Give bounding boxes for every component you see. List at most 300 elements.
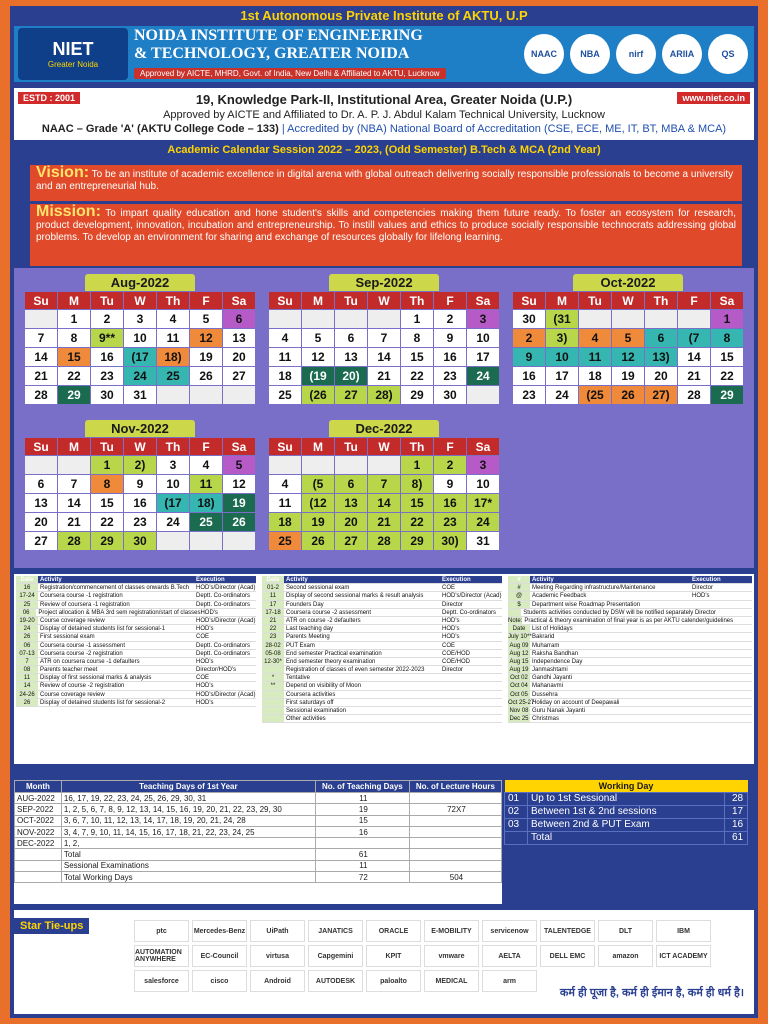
day-cell: 29 [91, 532, 124, 551]
legend-dt: 14 [16, 682, 38, 689]
niet-logo [18, 28, 128, 80]
legend-ac: Parents Meeting [286, 634, 330, 641]
legend-ac: List of Holidays [532, 626, 573, 633]
day-cell: 10 [546, 348, 579, 367]
legend-dt: Aug 15 [509, 658, 529, 665]
month-grid [24, 437, 256, 551]
legend-ex: HOD's/Director (Acad) [196, 585, 256, 592]
month-title: Dec-2022 [329, 420, 439, 437]
working-cell: Total [527, 831, 724, 844]
legend-row [508, 666, 752, 674]
month-title: Oct-2022 [573, 274, 683, 291]
day-cell: 1 [91, 456, 124, 475]
legend-ex [716, 609, 752, 616]
legend-ex [692, 682, 752, 689]
legend-row [16, 674, 256, 682]
naac-badge: NAAC [524, 34, 564, 74]
day-cell: 9 [124, 475, 157, 494]
legend-row [16, 584, 256, 592]
legend-ex: Deptt. Co-ordinators [196, 593, 251, 600]
address-line-3 [14, 122, 754, 136]
legend-dt: 26 [16, 699, 38, 706]
day-cell: 24 [546, 386, 579, 405]
ariia-badge: ARIIA [662, 34, 702, 74]
day-cell: 4 [579, 329, 612, 348]
weekday-header: Su [269, 292, 302, 310]
day-cell: 28 [678, 386, 711, 405]
working-cell: 16 [725, 818, 748, 831]
month-grid [268, 291, 500, 405]
website-link[interactable]: www.niet.co.in [677, 92, 750, 104]
legend-dt: 24-26 [16, 691, 38, 698]
legend-ac: Mahanavmi [532, 683, 564, 690]
weekday-header: F [678, 292, 711, 310]
legend-dt: 08 [16, 666, 38, 673]
day-cell: 25 [269, 386, 302, 405]
working-cell: 03 [505, 818, 528, 831]
day-cell: 5 [223, 456, 256, 475]
partner-logo: servicenow [482, 920, 537, 942]
legend-ex [692, 601, 752, 608]
day-cell: 13 [223, 329, 256, 348]
day-cell: 5 [190, 310, 223, 329]
table-cell [409, 849, 501, 860]
day-cell: 26 [302, 532, 335, 551]
day-cell: 26 [612, 386, 645, 405]
day-cell: 4 [157, 310, 190, 329]
legend-row [16, 691, 256, 699]
day-cell: 29 [58, 386, 91, 405]
day-cell: (5 [302, 475, 335, 494]
month-title: Sep-2022 [329, 274, 439, 291]
day-cell: 15 [711, 348, 744, 367]
weekday-header: Su [25, 292, 58, 310]
day-cell [25, 456, 58, 475]
day-cell: 20 [335, 513, 368, 532]
partner-logo: KPIT [366, 945, 421, 967]
legend-ex: HOD's [200, 609, 218, 616]
day-cell: 27) [645, 386, 678, 405]
day-cell: 10 [124, 329, 157, 348]
legend-ac: Janmashtami [532, 667, 568, 674]
legend-row [508, 699, 752, 707]
day-cell: 21 [368, 513, 401, 532]
day-cell: 2 [91, 310, 124, 329]
table-cell: Sessional Examinations [61, 860, 315, 871]
legend-ac: Coursera activities [286, 691, 336, 698]
legend-ac: First saturdays off [286, 699, 334, 706]
day-cell: 8 [91, 475, 124, 494]
weekday-header: Tu [91, 292, 124, 310]
legend-dt [262, 699, 284, 706]
day-cell: 9** [91, 329, 124, 348]
weekday-header: W [612, 292, 645, 310]
legend-ex [442, 699, 502, 706]
tieups-section [14, 910, 754, 1014]
legend-dt: July 10** [508, 634, 532, 641]
weekday-header: M [58, 292, 91, 310]
day-cell: 3 [467, 310, 500, 329]
day-cell: 23 [434, 367, 467, 386]
day-cell: 3 [157, 456, 190, 475]
legend-dt: Aug 09 [509, 642, 529, 649]
legend-row [16, 658, 256, 666]
day-cell: 8) [401, 475, 434, 494]
tieups-logos [134, 920, 744, 992]
top-strip: 1st Autonomous Private Institute of AKTU, U.P [10, 6, 758, 26]
mission-text: To impart quality education and hone student's skills and competencies making them future ready. To foster an ecosystem for research, product development, innovation, incubation and entrepreneurship. To instill values and ethics to produce socially responsible technocrats addressing global problems. To develop an environment for sharing and exchange of resources globally for lifelong learning. [36, 208, 736, 243]
legend-ex: Execution [196, 577, 225, 583]
partner-logo: Mercedes-Benz [192, 920, 247, 942]
weekday-header: Tu [579, 292, 612, 310]
legend-ac: Activity [286, 577, 308, 583]
day-cell [335, 310, 368, 329]
day-cell [302, 456, 335, 475]
day-cell [58, 456, 91, 475]
legend-ex: HOD's [196, 683, 214, 690]
day-cell: 6 [223, 310, 256, 329]
vision-text: To be an institute of academic excellence in digital arena with global outreach delivering socially responsible professionals to become a university and an entrepreneurial hub. [36, 169, 734, 192]
working-cell: Between 2nd & PUT Exam [527, 818, 724, 831]
motto-quote: कर्म ही पूजा है, कर्म ही ईमान है, कर्म ही धर्म है। [559, 987, 744, 999]
legend-dt: 06 [16, 642, 38, 649]
legend-ac: Second sessional exam [286, 585, 350, 592]
legend-row [262, 576, 502, 584]
month-grid [24, 291, 256, 405]
legend-dt [262, 707, 284, 714]
day-cell: 22 [401, 367, 434, 386]
day-cell: 1 [711, 310, 744, 329]
day-cell: 16 [434, 494, 467, 513]
table-row [15, 872, 502, 883]
table-cell [409, 838, 501, 849]
working-row [505, 831, 748, 844]
table-row [15, 849, 502, 860]
legend-row [262, 699, 502, 707]
legend-ac: End semester Practical examination [286, 650, 382, 657]
day-cell: 29 [401, 386, 434, 405]
legend-row [262, 666, 502, 674]
partner-logo: amazon [598, 945, 653, 967]
legend-ac: Other activities [286, 716, 326, 723]
weekday-header: Sa [467, 292, 500, 310]
legend-dt: Oct 02 [508, 674, 530, 681]
day-cell [368, 310, 401, 329]
partner-logo: salesforce [134, 970, 189, 992]
day-cell: 27 [335, 532, 368, 551]
institute-name-1: NOIDA INSTITUTE OF ENGINEERING [134, 27, 423, 44]
weekday-header: Th [157, 292, 190, 310]
day-cell: 23 [513, 386, 546, 405]
legend-ac: Christmas [532, 716, 560, 723]
working-cell: 28 [725, 792, 748, 805]
day-cell: 5 [612, 329, 645, 348]
weekday-header: Su [269, 438, 302, 456]
legend-row [262, 609, 502, 617]
day-cell [157, 386, 190, 405]
weekday-header: W [368, 292, 401, 310]
legend-ex [692, 666, 752, 673]
legend-ex [692, 633, 752, 640]
table-cell: NOV-2022 [15, 826, 62, 837]
day-cell: 30) [434, 532, 467, 551]
legend-ac: Depend on visibility of Moon [286, 683, 362, 690]
day-cell: (26 [302, 386, 335, 405]
legend-row [16, 699, 256, 707]
legend-ac: Coursera course -2 registration [40, 650, 123, 657]
legend-dt: Dec 25 [509, 716, 529, 723]
legend-row [262, 707, 502, 715]
legend-dt: 28-02 [262, 642, 284, 649]
legend-ac: Parents teacher meet [40, 667, 98, 674]
day-cell: 14 [678, 348, 711, 367]
day-cell: 11 [579, 348, 612, 367]
month-title: Nov-2022 [85, 420, 195, 437]
day-cell: 9 [434, 329, 467, 348]
legend-ac: Project allocation & MBA 3rd sem registration/start of classes [38, 609, 201, 616]
partner-logo: AELTA [482, 945, 537, 967]
day-cell: 24 [467, 367, 500, 386]
legend-ac: Coursera course -1 registration [40, 593, 123, 600]
day-cell [269, 456, 302, 475]
table-cell: OCT-2022 [15, 815, 62, 826]
legend-ex: COE/HOD [442, 650, 471, 657]
partner-logo: MEDICAL [424, 970, 479, 992]
working-row [505, 818, 748, 831]
legend-row [508, 625, 752, 633]
legend-ac: Raksha Bandhan [532, 650, 579, 657]
table-cell: 15 [315, 815, 409, 826]
legend-row [262, 674, 502, 682]
legend-row [508, 650, 752, 658]
day-cell: 12 [612, 348, 645, 367]
day-cell: 24 [124, 367, 157, 386]
legend-row [262, 658, 502, 666]
legend-row [16, 576, 256, 584]
day-cell: 10 [467, 329, 500, 348]
partner-logo: virtusa [250, 945, 305, 967]
weekday-header: F [434, 292, 467, 310]
table-cell: 1, 2, 5, 6, 7, 8, 9, 12, 13, 14, 15, 16, 19, 20, 21, 22, 23, 29, 30 [61, 804, 315, 815]
day-cell: (25 [579, 386, 612, 405]
legend-ex [692, 707, 752, 714]
day-cell: 26 [190, 367, 223, 386]
partner-logo: DLT [598, 920, 653, 942]
legend-ac: Holiday on account of Deepawali [532, 699, 620, 706]
teaching-days-table [14, 780, 502, 904]
legend-ex: Deptt. Co-ordinators [442, 609, 497, 616]
partner-logo: DELL EMC [540, 945, 595, 967]
legend-ac: Activity [532, 577, 554, 583]
legend-dt: 07-13 [16, 650, 38, 657]
legend-ac: Guru Nanak Jayanti [532, 708, 586, 714]
table-cell: 11 [315, 860, 409, 871]
partner-logo: IBM [656, 920, 711, 942]
day-cell [157, 532, 190, 551]
day-cell: 19 [612, 367, 645, 386]
day-cell: 8 [58, 329, 91, 348]
day-cell: 7 [25, 329, 58, 348]
day-cell: 6 [25, 475, 58, 494]
legend-ex [442, 691, 502, 698]
day-cell: 31 [124, 386, 157, 405]
working-cell: 01 [505, 792, 528, 805]
legend-dt: 01-2 [262, 584, 284, 591]
day-cell: 2 [434, 310, 467, 329]
day-cell: 7 [58, 475, 91, 494]
naac-grade: NAAC – Grade 'A' (AKTU College Code – 133) [41, 123, 279, 135]
legend-ex: HOD's [442, 617, 460, 624]
legend-dt: Oct 05 [508, 691, 530, 698]
legend-ac: Bakrarid [532, 634, 555, 641]
day-cell: 18 [269, 513, 302, 532]
partner-logo: ICT ACADEMY [656, 945, 711, 967]
month-calendar-aug [24, 274, 256, 405]
legend-ex: HOD's [196, 658, 214, 665]
table-row [15, 826, 502, 837]
legend-ex: Execution [442, 577, 471, 583]
legend-row [16, 592, 256, 600]
day-cell: 14 [25, 348, 58, 367]
legend-dt: 23 [262, 633, 284, 640]
day-cell: 23 [91, 367, 124, 386]
day-cell: 22 [58, 367, 91, 386]
day-cell: 1 [401, 456, 434, 475]
legend-ex: HOD's [442, 626, 460, 633]
table-cell: 19 [315, 804, 409, 815]
legend-ex [692, 715, 752, 722]
day-cell: 27 [335, 386, 368, 405]
table-cell: 61 [315, 849, 409, 860]
legend-ex: HOD's/Director (Acad) [196, 691, 256, 698]
legend-row [508, 617, 752, 625]
legend-ex: Deptt. Co-ordinators [196, 601, 251, 608]
legend-row [262, 715, 502, 723]
legend-ex: HOD's [692, 593, 710, 600]
legend-ex: HOD's [196, 626, 214, 633]
legend-row [508, 601, 752, 609]
legend-ex: Director [442, 601, 464, 608]
day-cell: 9 [434, 475, 467, 494]
day-cell: 29 [711, 386, 744, 405]
legend-row [508, 658, 752, 666]
legend-row [508, 707, 752, 715]
partner-logo: arm [482, 970, 537, 992]
legend-dt: 17-18 [262, 609, 284, 616]
working-cell: 17 [725, 805, 748, 818]
day-cell: 21 [678, 367, 711, 386]
day-cell: 12 [302, 348, 335, 367]
weekday-header: Th [645, 292, 678, 310]
legend-dt: 16 [16, 584, 38, 591]
day-cell: 11 [269, 494, 302, 513]
table-cell [409, 793, 501, 804]
session-title: Academic Calendar Session 2022 – 2023, (Odd Semester) B.Tech & MCA (2nd Year) [167, 144, 601, 156]
month-calendar-nov [24, 420, 256, 551]
legend-dt: Nov 08 [509, 708, 529, 714]
day-cell: 22 [91, 513, 124, 532]
legend-ac: Tentative [286, 675, 311, 682]
legend-dt: 17-24 [16, 592, 38, 599]
day-cell: 18 [579, 367, 612, 386]
day-cell: 4 [269, 329, 302, 348]
day-cell [190, 386, 223, 405]
table-cell: 504 [409, 872, 501, 883]
legend-dt: 11 [16, 674, 38, 681]
table-cell: 16 [315, 826, 409, 837]
day-cell: 18 [269, 367, 302, 386]
table-row [15, 838, 502, 849]
approval-text: Approved by AICTE, MHRD, Govt. of India, New Delhi & Affiliated to AKTU, Lucknow [134, 68, 446, 79]
col-teaching-days: Teaching Days of 1st Year [61, 781, 315, 793]
legend-ac: Founders Day [286, 601, 324, 608]
table-cell [15, 860, 62, 871]
day-cell: 3 [467, 456, 500, 475]
legend-row [262, 617, 502, 625]
legend-row [262, 633, 502, 641]
table-cell: 16, 17, 19, 22, 23, 24, 25, 26, 29, 30, 31 [61, 793, 315, 804]
legend-ex: Deptt. Co-ordinators [196, 650, 251, 657]
day-cell: 11 [269, 348, 302, 367]
day-cell: 30 [91, 386, 124, 405]
weekday-header: Su [513, 292, 546, 310]
address-block [14, 88, 754, 140]
table-cell: Total Working Days [61, 872, 315, 883]
legend-dt: 22 [262, 625, 284, 632]
table-row [15, 815, 502, 826]
legend-ex: HOD's [196, 699, 214, 706]
day-cell: 28 [368, 532, 401, 551]
legend-ac: Coursera course -2 assessment [286, 609, 372, 616]
legend-ac: Practical & theory examination of final year is as per AKTU calender/guidelines [524, 617, 734, 624]
table-cell [409, 860, 501, 871]
legend-dt: * [262, 674, 284, 681]
weekday-header: Th [157, 438, 190, 456]
day-cell: 19 [190, 348, 223, 367]
legend-row [508, 609, 752, 617]
nba-badge: NBA [570, 34, 610, 74]
mission-box [30, 204, 742, 266]
weekday-header: Sa [223, 292, 256, 310]
partner-logo: ORACLE [366, 920, 421, 942]
weekday-header: Sa [467, 438, 500, 456]
day-cell: 10 [467, 475, 500, 494]
weekday-header: W [124, 438, 157, 456]
day-cell [579, 310, 612, 329]
legend-ac: Academic Feedback [532, 593, 587, 600]
day-cell: 20 [25, 513, 58, 532]
day-cell: 31 [467, 532, 500, 551]
header [14, 26, 754, 82]
legend-row [262, 650, 502, 658]
table-cell: Total [61, 849, 315, 860]
table-cell [15, 849, 62, 860]
col-month: Month [15, 781, 62, 793]
table-cell: 3, 6, 7, 10, 11, 12, 13, 14, 17, 18, 19, 20, 21, 24, 28 [61, 815, 315, 826]
partner-logo: AUTOMATION ANYWHERE [134, 945, 189, 967]
day-cell: 18) [190, 494, 223, 513]
legend-ac: Independence Day [532, 658, 583, 665]
legend-row [262, 642, 502, 650]
weekday-header: M [302, 292, 335, 310]
day-cell: 21 [368, 367, 401, 386]
legend-ac: Display of detained students list for sessional-2 [40, 699, 166, 706]
working-day-header: Working Day [505, 780, 748, 792]
legend-dt: Oct 25-27 [508, 699, 535, 706]
legend-ac: First sessional exam [40, 634, 95, 641]
address-line-2: Approved by AICTE and Affiliated to Dr. A. P. J. Abdul Kalam Technical University, Lucknow [163, 109, 605, 121]
day-cell: 18) [157, 348, 190, 367]
